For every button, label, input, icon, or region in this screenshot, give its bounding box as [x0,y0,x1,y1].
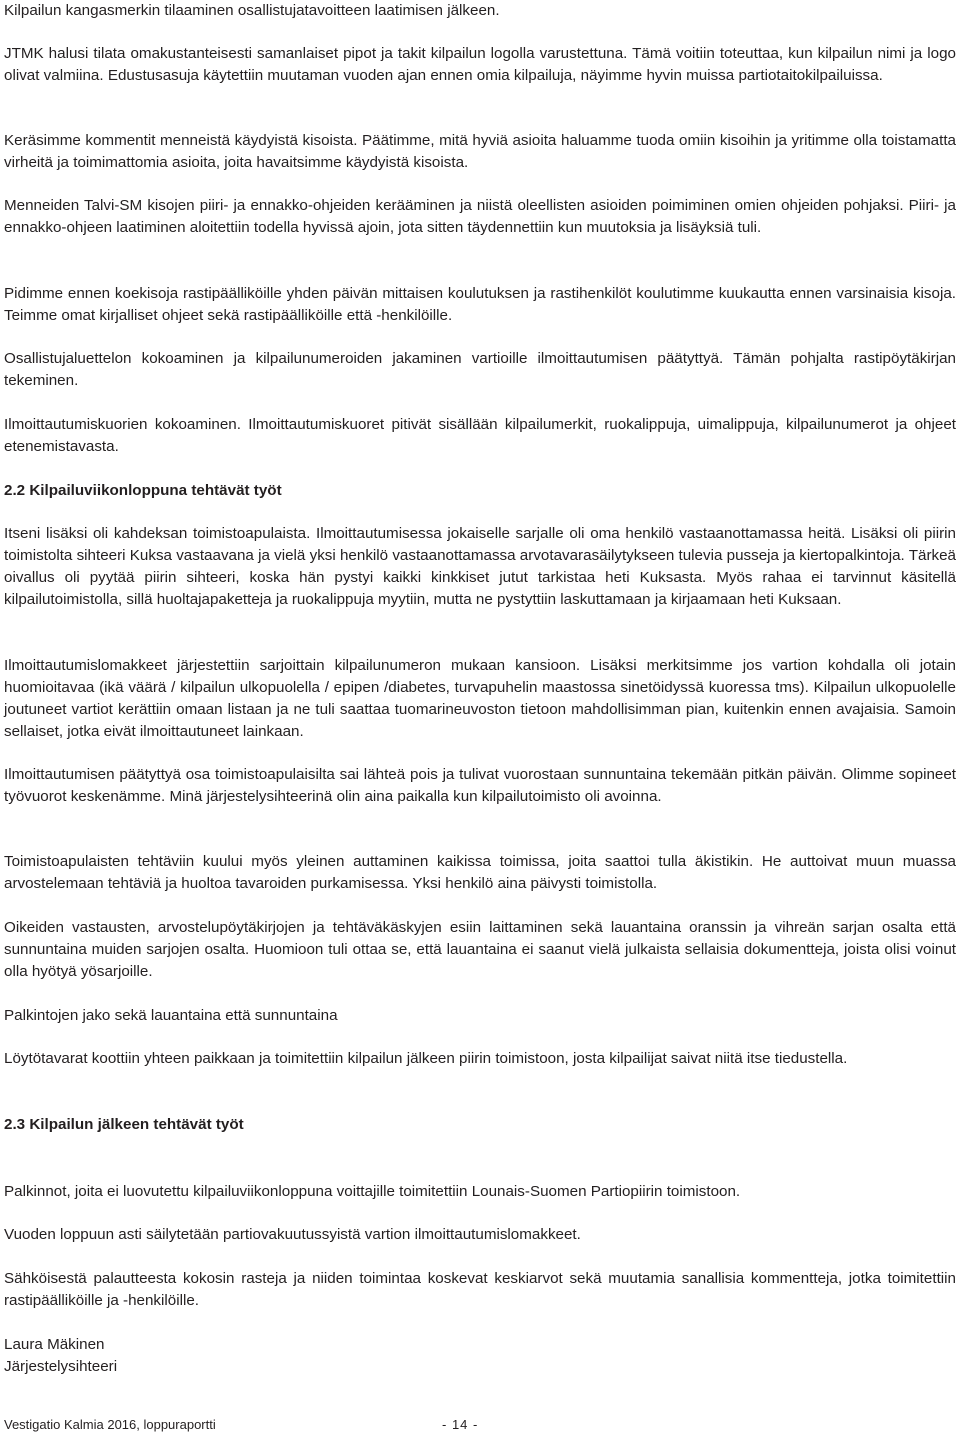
paragraph-lost-items: Löytötavarat koottiin yhteen paikkaan ja toimitettiin kilpailun jälkeen piirin toimistoon, josta kilpailijat saivat niitä itse tiedustella. [4,1050,848,1067]
paragraph-feedback: Sähköisestä palautteesta kokosin rasteja ja niiden toimintaa koskevat keskiarvot sekä muutamia sanallisia kommentteja, jotka toimitettiin rastipäälliköille ja -henkilöille. [4,1270,956,1309]
section-heading-2-3: 2.3 Kilpailun jälkeen tehtävät työt [4,1116,244,1133]
page-footer [4,1416,956,1434]
paragraph-answers: Oikeiden vastausten, arvostelupöytäkirjojen ja tehtäväkäskyjen esiin laittaminen sekä lauantaina oranssin ja vihreän sarjan osalta että sunnuntaina muiden sarjojen osalta. Huomioon tuli ottaa se, että lauantaina ei saanut vielä julkaista sellaisia dokumentteja, joista olisi voinut olla hyötyä yösarjoille. [4,919,956,980]
section-heading-2-2: 2.2 Kilpailuviikonloppuna tehtävät työt [4,482,282,499]
paragraph-training: Pidimme ennen koekisoja rastipäälliköille yhden päivän mittaisen koulutuksen ja rastihenkilöt koulutimme kuukautta ennen varsinaisia kisoja. Teimme omat kirjalliset ohjeet sekä rastipäälliköille että -henkilöille. [4,285,956,324]
paragraph-participant-list: Osallistujaluettelon kokoaminen ja kilpailunumeroiden jakaminen vartioille ilmoittautumisen päätyttyä. Tämän pohjalta rastipöytäkirjan tekeminen. [4,350,956,389]
footer-report-title: Vestigatio Kalmia 2016, loppuraportti [4,1417,216,1432]
page-number: - 14 - [442,1417,479,1432]
paragraph-shifts: Ilmoittautumisen päätyttyä osa toimistoapulaisilta sai lähteä pois ja tulivat vuorostaan sunnuntaina tekemään pitkän päivän. Olimme sopineet työvuorot keskenämme. Minä järjestelysihteerinä olin aina paikalla kun kilpailutoimisto oli avoinna. [4,766,956,805]
paragraph-badge-ordering: Kilpailun kangasmerkin tilaaminen osallistujatavoitteen laatimisen jälkeen. [4,2,500,19]
paragraph-envelopes: Ilmoittautumiskuorien kokoaminen. Ilmoittautumiskuoret pitivät sisällään kilpailumerkit, ruokalippuja, uimalippuja, kilpailunumerot ja ohjeet etenemistavasta. [4,416,956,455]
paragraph-form-storage: Vuoden loppuun asti säilytetään partiovakuutussyistä vartion ilmoittautumislomakkeet. [4,1226,581,1243]
signature-name: Laura Mäkinen [4,1336,105,1353]
paragraph-undelivered-prizes: Palkinnot, joita ei luovutettu kilpailuviikonloppuna voittajille toimitettiin Lounais-Suomen Partiopiirin toimistoon. [4,1183,741,1200]
paragraph-office-staff: Itseni lisäksi oli kahdeksan toimistoapulaista. Ilmoittautumisessa jokaiselle sarjalle oli oma henkilö vastaanottamassa heitä. Lisäksi oli piirin toimistolta sihteeri Kuksa vastaavana ja vielä yksi henkilö vastaanottamassa arvotavarasäilytykseen tulevia pusseja ja kiertopalkintoja. Tärkeä oivallus oli pyytää piirin sihteeri, koska hän pystyi kaikki kinkkiset jutut tarkistaa heti Kuksasta. Myös rahaa ei tarvinnut käsitellä kilpailutoimistolla, sillä huoltajapaketteja ja ruokalippuja myytiin, mutta ne pystyttiin laskuttamaan ja kirjaamaan heti Kuksaan. [4,525,956,608]
paragraph-merchandise: JTMK halusi tilata omakustanteisesti samanlaiset pipot ja takit kilpailun logolla varustettuna. Tämä voitiin toteuttaa, kun kilpailun nimi ja logo olivat valmiina. Edustusasuja käytettiin muutaman vuoden ajan ennen omia kilpailuja, näyimme hyvin muissa partiotaitokilpailuissa. [4,45,956,84]
paragraph-registration-forms: Ilmoittautumislomakkeet järjestettiin sarjoittain kilpailunumeron mukaan kansioon. Lisäksi merkitsimme jos vartion kohdalla oli jotain huomioitavaa (ikä väärä / kilpailun ulkopuolella / epipen /diabetes, turvapuhelin maastossa sinetöidyssä kuoressa tms). Kilpailun ulkopuolelle joutuneet vartiot kerättiin omaan listaan ja ne tuli saattaa tuomarineuvoston tietoon mahdollisimman pian, kuitenkin ennen avajaisia. Samoin sellaiset, jotka eivät ilmoittautuneet lainkaan. [4,657,956,740]
paragraph-past-comments: Keräsimme kommentit menneistä käydyistä kisoista. Päätimme, mitä hyviä asioita haluamme tuoda omiin kisoihin ja yritimme olla toistamatta virheitä ja toimimattomia asioita, joita havaitsimme käydyistä kisoista. [4,132,956,171]
signature-block [4,1334,117,1378]
signature-title: Järjestelysihteeri [4,1358,118,1375]
paragraph-instructions: Menneiden Talvi-SM kisojen piiri- ja ennakko-ohjeiden kerääminen ja niistä oleellisten asioiden poimiminen omien ohjeiden pohjaksi. Piiri- ja ennakko-ohjeen laatiminen aloitettiin todella hyvissä ajoin, jota sitten täydennettiin kun muutoksia ja lisäyksiä tuli. [4,197,956,236]
paragraph-assistant-duties: Toimistoapulaisten tehtäviin kuului myös yleinen auttaminen kaikissa toimissa, joita saattoi tulla äkistikin. He auttoivat muun muassa arvostelemaan tehtäviä ja huoltoa tavaroiden purkamisessa. Yksi henkilö aina päivysti toimistolla. [4,853,956,892]
paragraph-awards: Palkintojen jako sekä lauantaina että sunnuntaina [4,1007,338,1024]
